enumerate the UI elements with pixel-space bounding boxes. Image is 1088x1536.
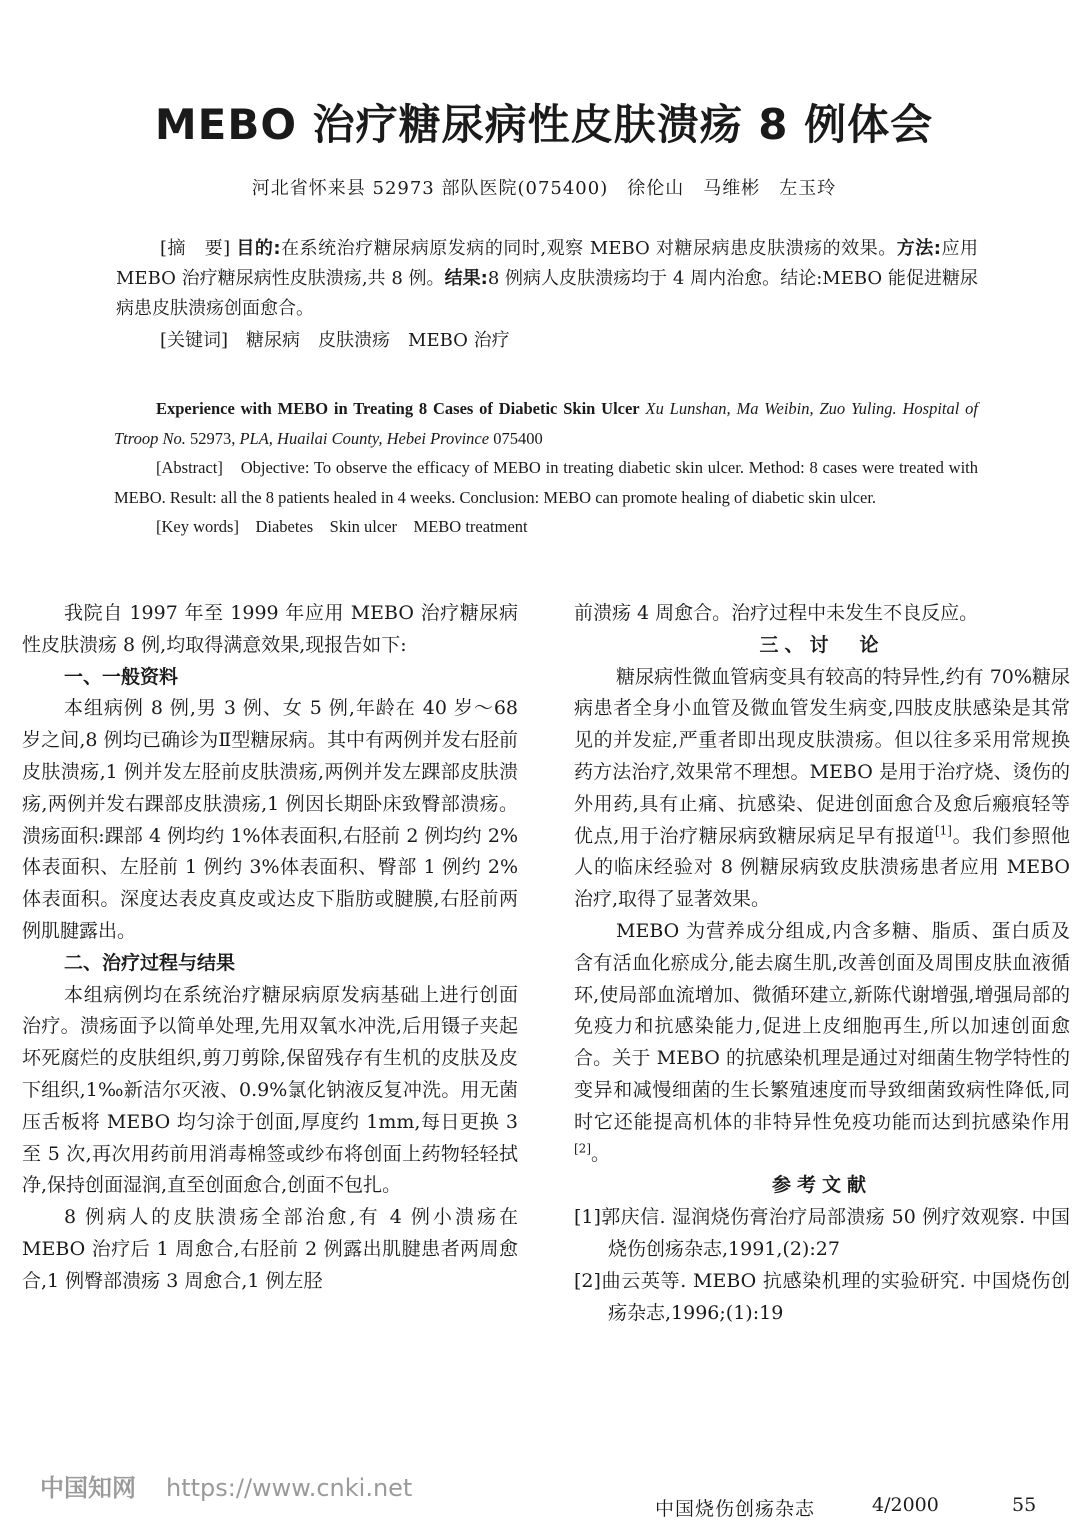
- english-abstract-text: Objective: To observe the efficacy of MEBO in treating diabetic skin ulcer. Method: 8 cases were treated with MEBO. Result: all the 8 patients healed in 4 weeks. Conclusion: MEBO can promote healing of diabetic skin ulcer.: [114, 458, 978, 507]
- english-keywords-text: Diabetes Skin ulcer MEBO treatment: [255, 517, 528, 536]
- footer-journal-name: 中国烧伤创疡杂志: [655, 1498, 816, 1520]
- chinese-abstract: [116, 234, 978, 356]
- discussion-text-2: MEBO 为营养成分组成,内含多糖、脂质、蛋白质及含有活血化瘀成分,能去腐生肌,改善创面及周围皮肤血液循环,使局部血流增加、微循环建立,新陈代谢增强,增强局部的免疫力和抗感染能力,促进上皮细胞再生,所以加速创面愈合。关于 MEBO 的抗感染机理是通过对细菌生物学特性的变异和减慢细菌的生长繁殖速度而导致细菌致病性降低,同时它还能提高机体的非特异性免疫功能而达到抗感染作用: [574, 919, 1070, 1133]
- left-column: [22, 598, 518, 1298]
- keywords-text: 糖尿病 皮肤溃疡 MEBO 治疗: [246, 330, 510, 351]
- result-text: 8 例病人皮肤溃疡均于 4 周内治愈。结论:MEBO 能促进糖尿病患皮肤溃疡创面愈合。: [116, 268, 979, 319]
- result-label: 结果:: [444, 268, 488, 289]
- english-postcode: 075400: [493, 428, 543, 448]
- reference-item-1: [1]郭庆信. 湿润烧伤膏治疗局部溃疡 50 例疗效观察. 中国烧伤创疡杂志,1991,(2):27: [574, 1206, 1070, 1260]
- references-heading: 参考文献: [771, 1174, 872, 1197]
- discussion-text-1: 糖尿病性微血管病变具有较高的特异性,约有 70%糖尿病患者全身小血管及微血管发生病变,四肢皮肤感染是其常见的并发症,严重者即出现皮肤溃疡。但以往多采用常规换药方法治疗,效果常不理想。MEBO 是用于治疗烧、烫伤的外用药,具有止痛、抗感染、促进创面愈合及愈后瘢痕轻等优点,用于治疗糖尿病致糖尿病足早有报道: [574, 665, 1070, 847]
- watermark-url: https://www.cnki.net: [166, 1474, 413, 1502]
- discussion-paragraph-2: [574, 916, 1070, 1170]
- english-keywords-label: [Key words]: [156, 517, 239, 536]
- right-column: [574, 598, 1070, 1329]
- citation-1: [1]: [934, 823, 952, 838]
- intro-paragraph: 我院自 1997 年至 1999 年应用 MEBO 治疗糖尿病性皮肤溃疡 8 例,均取得满意效果,现报告如下:: [22, 602, 518, 656]
- discussion-text-1-end: 。我们参照他人的临床经验对 8 例糖尿病致皮肤溃疡患者应用 MEBO 治疗,取得了显著效果。: [574, 824, 1070, 911]
- english-title: Experience with MEBO in Treating 8 Cases of Diabetic Skin Ulcer: [156, 399, 640, 418]
- english-authors: Xu Lunshan, Ma Weibin, Zuo Yuling.: [645, 399, 897, 418]
- abstract-label: [摘 要]: [160, 238, 231, 259]
- english-affiliation-place: PLA, Huailai County, Hebei Province: [239, 428, 490, 448]
- english-affiliation: Hospital of Ttroop No.: [114, 399, 979, 448]
- watermark-brand: 中国知网: [40, 1474, 136, 1502]
- paper-title: MEBO 治疗糖尿病性皮肤溃疡 8 例体会: [154, 100, 934, 149]
- method-text: 应用 MEBO 治疗糖尿病性皮肤溃疡,共 8 例。: [116, 238, 979, 289]
- author-line: 河北省怀来县 52973 部队医院(075400) 徐伦山 马维彬 左玉玲: [251, 178, 837, 199]
- method-label: 方法:: [896, 238, 941, 259]
- objective-text: 在系统治疗糖尿病原发病的同时,观察 MEBO 对糖尿病患皮肤溃疡的效果。: [280, 238, 897, 259]
- results-continuation: 前溃疡 4 周愈合。治疗过程中未发生不良反应。: [574, 602, 979, 624]
- section-heading-general: 一、一般资料: [64, 665, 179, 688]
- footer-issue: 4/2000: [872, 1494, 939, 1516]
- page-number: 55: [1012, 1494, 1037, 1516]
- keywords-label: [关键词]: [160, 330, 229, 351]
- english-abstract: [114, 394, 978, 542]
- citation-2: [2]: [574, 1141, 591, 1156]
- section-heading-discussion: 三、讨 论: [759, 633, 885, 656]
- treatment-paragraph: 本组病例均在系统治疗糖尿病原发病基础上进行创面治疗。溃疡面予以简单处理,先用双氧水冲洗,后用镊子夹起坏死腐烂的皮肤组织,剪刀剪除,保留残存有生机的皮肤及皮下组织,1‰新洁尔灭液、0.9%氯化钠液反复冲洗。用无菌压舌板将 MEBO 均匀涂于创面,厚度约 1mm,每日更换 3 至 5 次,再次用药前用消毒棉签或纱布将创面上药物轻轻拭净,保持创面湿润,直至创面愈合,创面不包扎。: [22, 983, 518, 1197]
- english-affiliation-number: 52973,: [189, 428, 236, 448]
- general-info-paragraph: 本组病例 8 例,男 3 例、女 5 例,年龄在 40 岁～68 岁之间,8 例均已确诊为Ⅱ型糖尿病。其中有两例并发右胫前皮肤溃疡,1 例并发左胫前皮肤溃疡,两例并发左踝部皮肤溃疡,两例并发右踝部皮肤溃疡,1 例因长期卧床致臀部溃疡。溃疡面积:踝部 4 例均约 1%体表面积,右胫前 2 例均约 2%体表面积、左胫前 1 例约 3%体表面积、臀部 1 例约 2%体表面积。深度达表皮真皮或达皮下脂肪或腱膜,右胫前两例肌腱露出。: [22, 697, 518, 942]
- results-paragraph: 8 例病人的皮肤溃疡全部治愈,有 4 例小溃疡在 MEBO 治疗后 1 周愈合,右胫前 2 例露出肌腱患者两周愈合,1 例臀部溃疡 3 周愈合,1 例左胫: [22, 1206, 518, 1292]
- objective-label: 目的:: [236, 238, 281, 259]
- discussion-paragraph-1: [574, 662, 1070, 916]
- section-heading-treatment: 二、治疗过程与结果: [64, 951, 236, 974]
- discussion-text-2-end: 。: [591, 1142, 611, 1165]
- cnki-watermark: [40, 1468, 412, 1503]
- english-abstract-label: [Abstract]: [156, 458, 223, 477]
- reference-item-2: [2]曲云英等. MEBO 抗感染机理的实验研究. 中国烧伤创疡杂志,1996;(1):19: [574, 1269, 1070, 1324]
